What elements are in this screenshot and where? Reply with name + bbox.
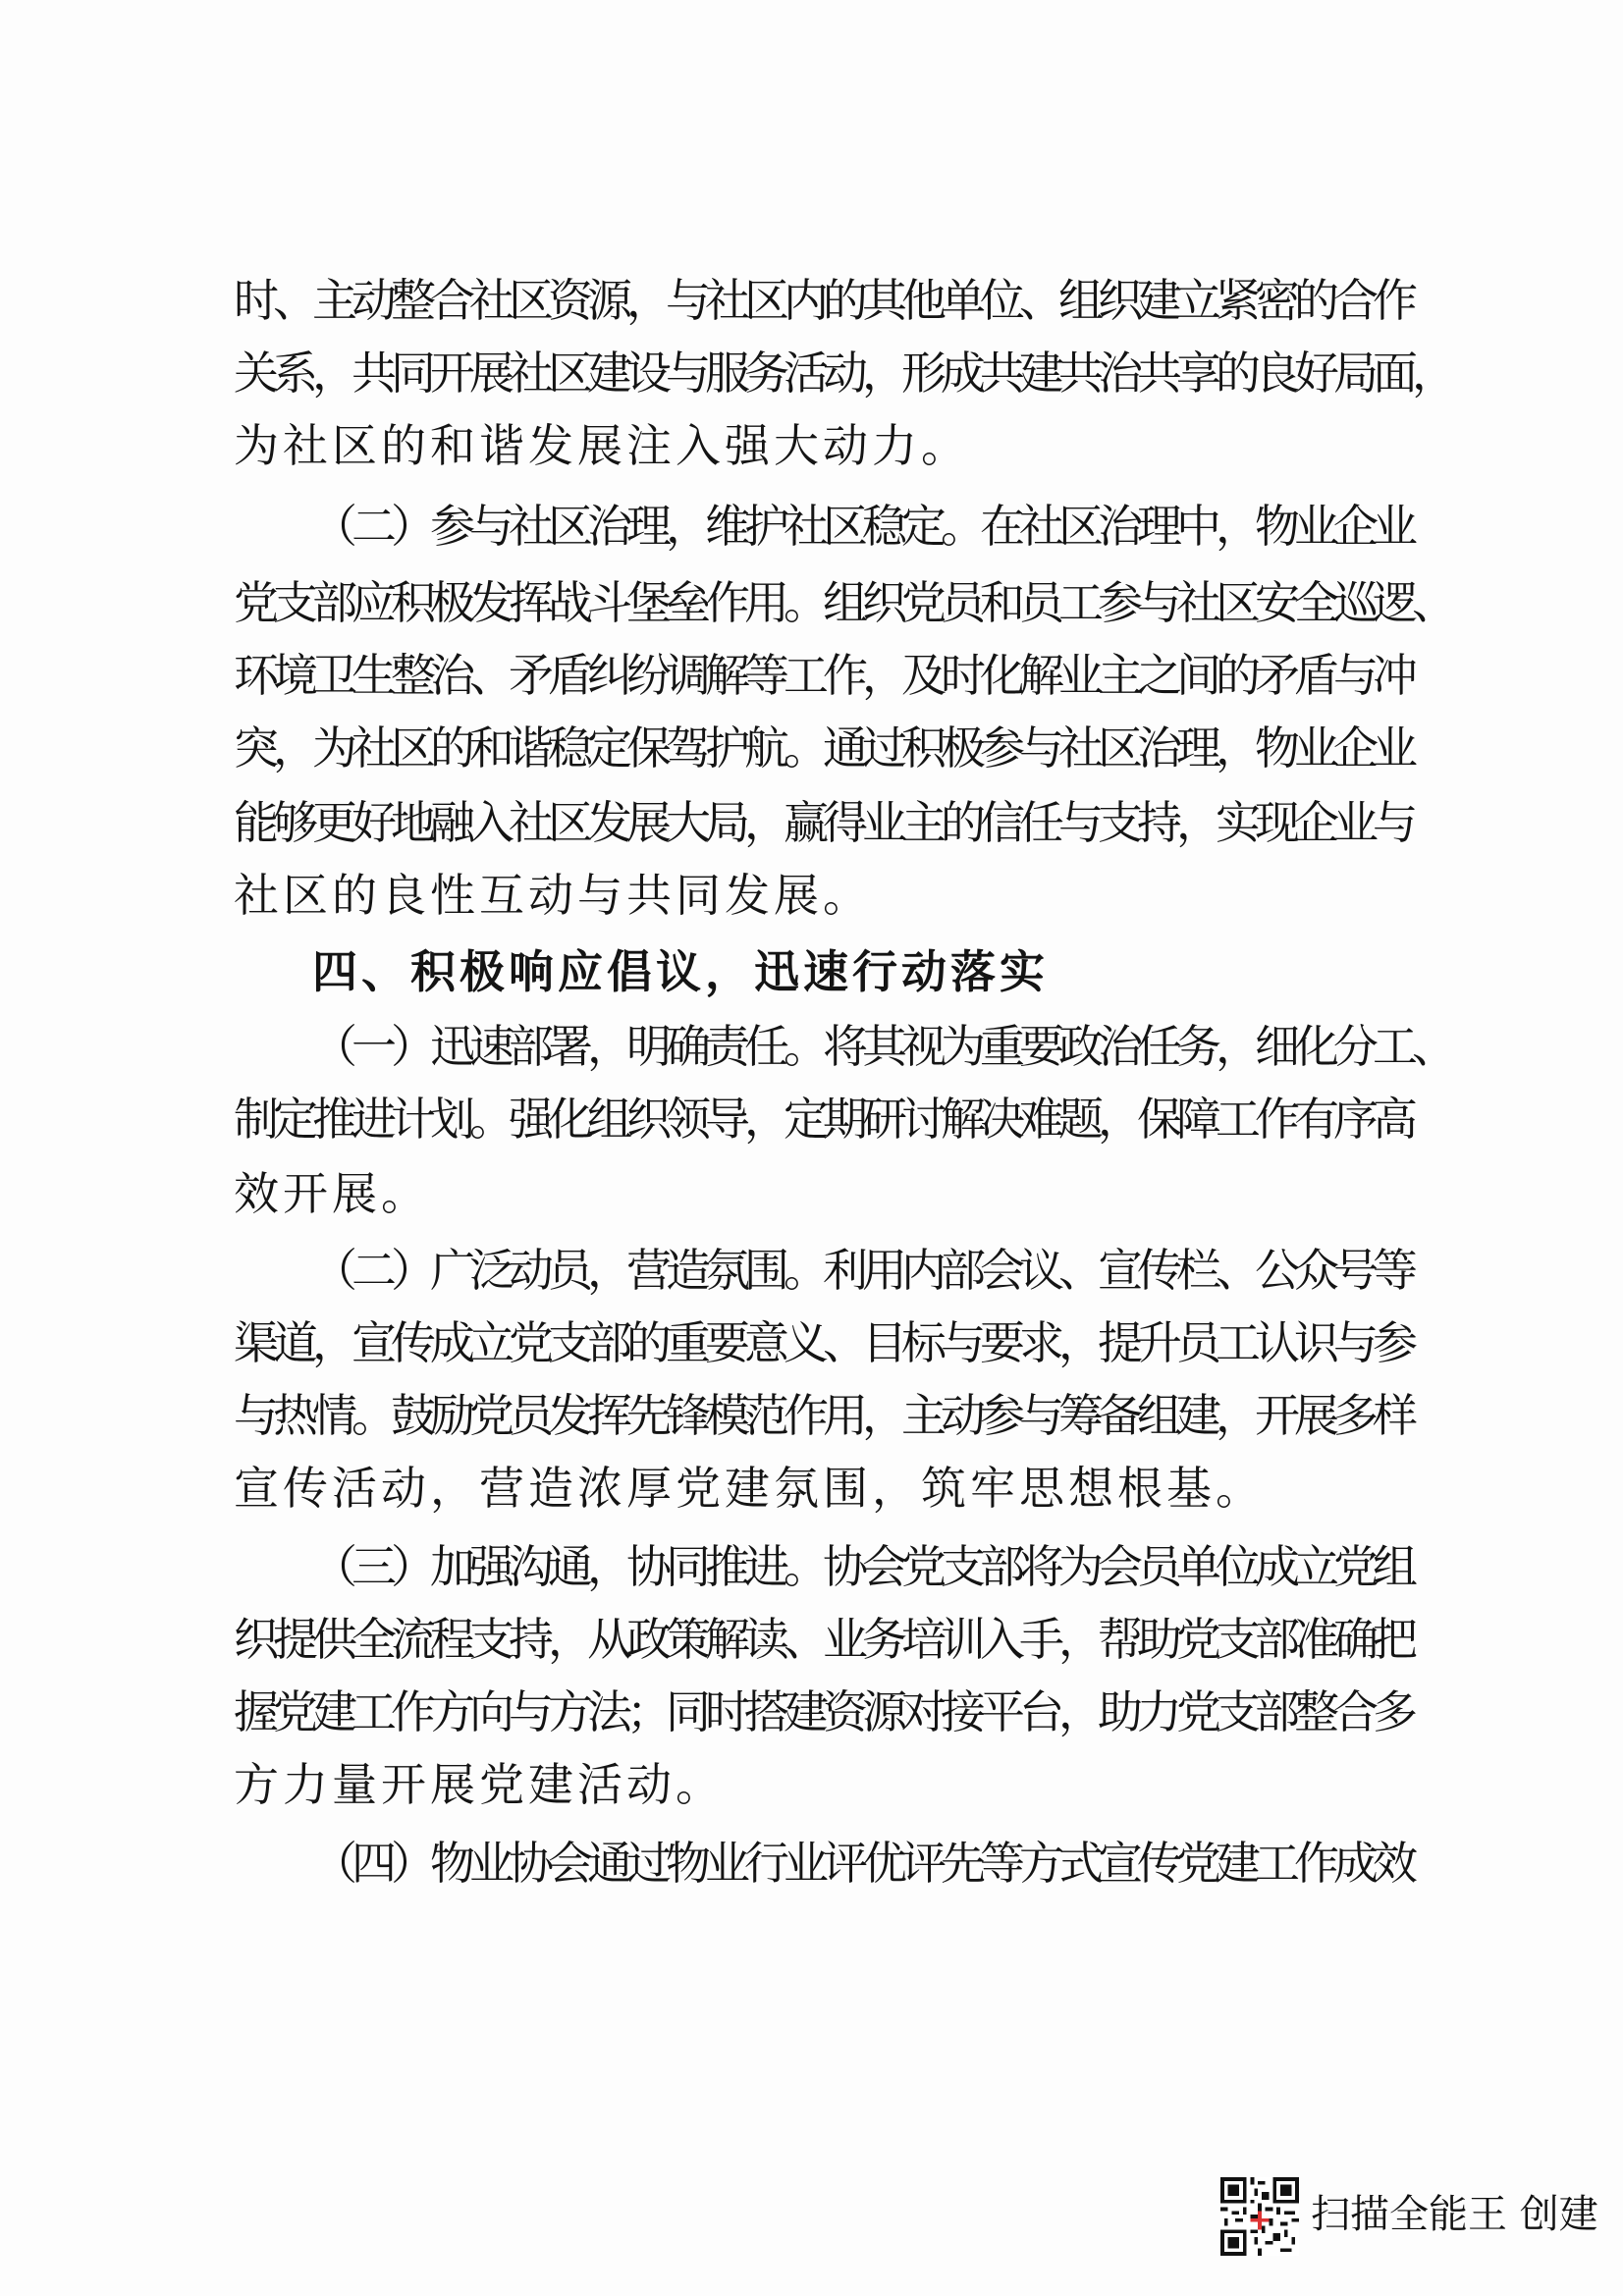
text-line: 为社区的和谐发展注入强大动力。 <box>234 419 970 472</box>
text-line: 握党建工作方向与方法；同时搭建资源对接平台，助力党支部整合多 <box>234 1685 1412 1738</box>
text-line: 关系，共同开展社区建设与服务活动，形成共建共治共享的良好局面， <box>234 347 1451 400</box>
text-line: 织提供全流程支持，从政策解读、业务培训入手，帮助党支部准确把 <box>234 1613 1412 1666</box>
text-line: 党支部应积极发挥战斗堡垒作用。组织党员和员工参与社区安全巡逻、 <box>234 576 1451 629</box>
text-line: 宣传活动，营造浓厚党建氛围，筑牢思想根基。 <box>234 1462 1265 1515</box>
section-heading: 四、积极响应倡议，迅速行动落实 <box>312 945 1049 998</box>
text-line: 环境卫生整治、矛盾纠纷调解等工作，及时化解业主之间的矛盾与冲 <box>234 649 1412 702</box>
text-line: （二）参与社区治理，维护社区稳定。在社区治理中，物业企业 <box>312 500 1412 553</box>
text-line: （三）加强沟通，协同推进。协会党支部将为会员单位成立党组 <box>312 1540 1412 1593</box>
text-line: 与热情。鼓励党员发挥先锋模范作用，主动参与筹备组建，开展多样 <box>234 1389 1412 1442</box>
text-line: 效开展。 <box>234 1167 430 1220</box>
text-line: 制定推进计划。强化组织领导，定期研讨解决难题，保障工作有序高 <box>234 1093 1412 1146</box>
scanner-watermark <box>1220 2175 1603 2258</box>
watermark-text: 扫描全能王 创建 <box>1311 2192 1598 2237</box>
text-line: 能够更好地融入社区发展大局，赢得业主的信任与支持，实现企业与 <box>234 796 1412 849</box>
text-line: 渠道，宣传成立党支部的重要意义、目标与要求，提升员工认识与参 <box>234 1316 1412 1369</box>
text-line: 社区的良性互动与共同发展。 <box>234 869 872 922</box>
text-line: （一）迅速部署，明确责任。将其视为重要政治任务，细化分工、 <box>312 1020 1451 1073</box>
text-line: 时、主动整合社区资源，与社区内的其他单位、组织建立紧密的合作 <box>234 274 1412 327</box>
text-line: 方力量开展党建活动。 <box>234 1758 725 1811</box>
text-line: （四）物业协会通过物业行业评优评先等方式宣传党建工作成效 <box>312 1837 1412 1890</box>
qr-code-icon <box>1220 2175 1299 2258</box>
text-line: 突，为社区的和谐稳定保驾护航。通过积极参与社区治理，物业企业 <box>234 721 1412 774</box>
text-line: （二）广泛动员，营造氛围。利用内部会议、宣传栏、公众号等 <box>312 1244 1412 1297</box>
